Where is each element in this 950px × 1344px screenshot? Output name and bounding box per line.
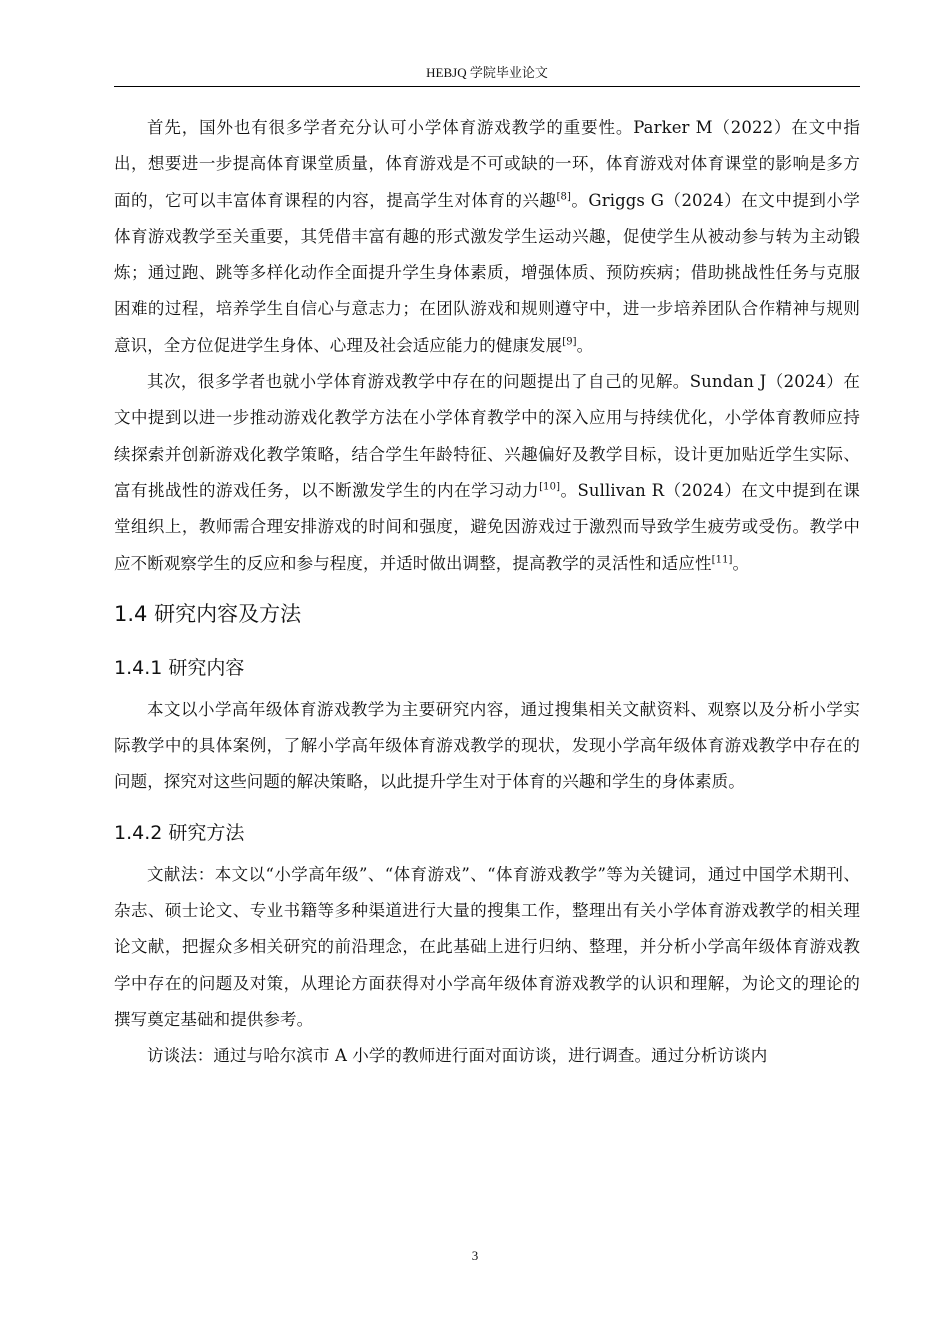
subsection-heading-1-4-1: 1.4.1 研究内容 — [114, 656, 245, 679]
running-header: HEBJQ 学院毕业论文 — [426, 65, 548, 80]
paragraph-end: 。 — [576, 335, 594, 355]
paragraph-foreign-problems — [114, 364, 860, 582]
paragraph-literature-method: 文献法：本文以“小学高年级”、“体育游戏”、“体育游戏教学”等为关键词，通过中国学术期刊、杂志、硕士论文、专业书籍等多种渠道进行大量的搜集工作，整理出有关小学体育游戏教学的相关理论文献，把握众多相关研究的前沿理念，在此基础上进行归纳、整理，并分析小学高年级体育游戏教学中存在的问题及对策，从理论方面获得对小学高年级体育游戏教学的认识和理解，为论文的理论的撰写奠定基础和提供参考。 — [114, 864, 860, 1029]
paragraph-research-content: 本文以小学高年级体育游戏教学为主要研究内容，通过搜集相关文献资料、观察以及分析小学实际教学中的具体案例，了解小学高年级体育游戏教学的现状，发现小学高年级体育游戏教学中存在的问题，探究对这些问题的解决策略，以此提升学生对于体育的兴趣和学生的身体素质。 — [114, 699, 860, 792]
page-number: 3 — [471, 1248, 479, 1263]
citation-11[interactable]: [11] — [711, 554, 733, 566]
subsection-heading-1-4-2: 1.4.2 研究方法 — [114, 821, 245, 844]
paragraph-text: 首先，国外也有很多学者充分认可小学体育游戏教学的重要性。Parker M（2022）在文中指出，想要进一步提高体育课堂质量，体育游戏是不可或缺的一环，体育游戏对体育课堂的影响是多方面的，它可以丰富体育课程的内容，提高学生对体育的兴趣 — [114, 118, 860, 210]
citation-10[interactable]: [10] — [539, 481, 561, 493]
header-rule — [114, 86, 860, 87]
page-body — [114, 110, 860, 1075]
citation-9[interactable]: [9] — [562, 336, 577, 348]
paragraph-interview-method: 访谈法：通过与哈尔滨市 A 小学的教师进行面对面访谈，进行调查。通过分析访谈内 — [147, 1046, 768, 1066]
paragraph-text: 。Sullivan R（2024）在文中提到在课堂组织上，教师需合理安排游戏的时间和强度，避免因游戏过于激烈而导致学生疲劳或受伤。教学中应不断观察学生的反应和参与程度，并适时做出调整，提高教学的灵活性和适应性 — [114, 480, 861, 573]
section-heading-1-4: 1.4 研究内容及方法 — [114, 601, 302, 626]
paragraph-text: 其次，很多学者也就小学体育游戏教学中存在的问题提出了自己的见解。Sundan J（2024）在文中提到以进一步推动游戏化教学方法在小学体育教学中的深入应用与持续优化，小学体育教师应持续探索并创新游戏化教学策略，结合学生年龄特征、兴趣偏好及教学目标，设计更加贴近学生实际、富有挑战性的游戏任务，以不断激发学生的内在学习动力 — [114, 372, 860, 500]
paragraph-text: 。Griggs G（2024）在文中提到小学体育游戏教学至关重要，其凭借丰富有趣的形式激发学生运动兴趣，促使学生从被动参与转为主动锻炼；通过跑、跳等多样化动作全面提升学生身体素质，增强体质、预防疾病；借助挑战性任务与克服困难的过程，培养学生自信心与意志力；在团队游戏和规则遵守中，进一步培养团队合作精神与规则意识，全方位促进学生身体、心理及社会适应能力的健康发展 — [114, 190, 860, 355]
citation-8[interactable]: [8] — [556, 191, 571, 203]
paragraph-foreign-importance — [114, 110, 860, 364]
paragraph-end: 。 — [732, 553, 750, 573]
